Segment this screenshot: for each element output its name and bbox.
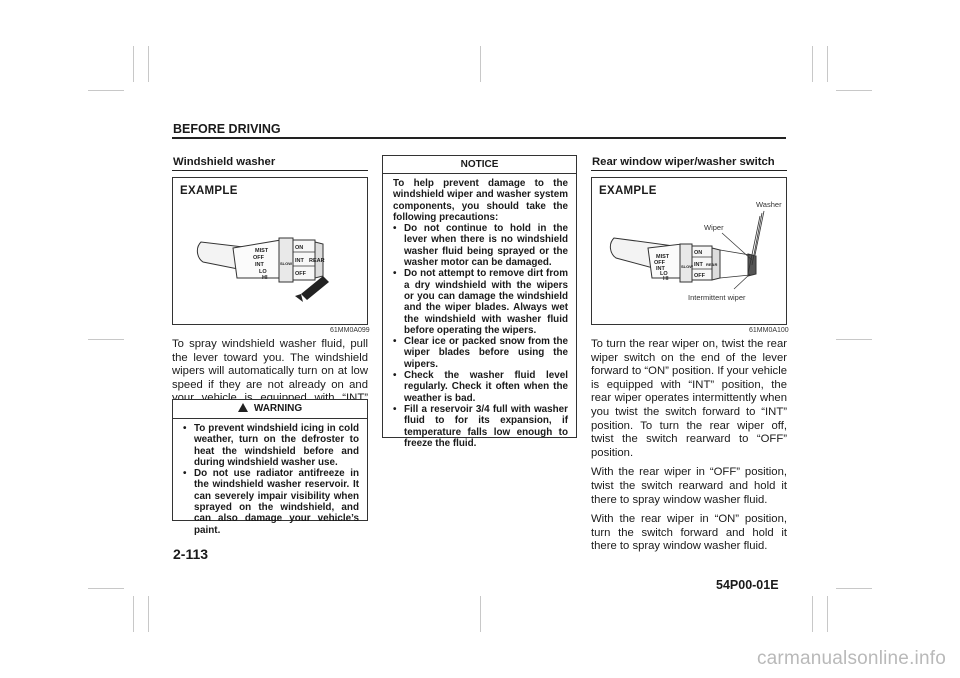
warning-header xyxy=(173,400,367,419)
crop-mark xyxy=(836,588,872,589)
warning-body xyxy=(173,419,367,540)
crop-mark xyxy=(480,46,481,82)
crop-mark xyxy=(836,339,872,340)
windshield-washer-heading: Windshield washer xyxy=(173,156,276,168)
mist-label: MIST xyxy=(255,248,269,254)
lo-label: LO xyxy=(259,269,267,275)
rear-int-label: INT xyxy=(694,262,703,268)
body-text: To spray windshield washer fluid, pull the lever toward you. The windshield wipers will automatically turn on at low speed if they are not already on and xyxy=(172,338,368,391)
off-label: OFF xyxy=(253,255,264,261)
wiper-callout: Wiper xyxy=(704,223,724,232)
hi-label: HI xyxy=(663,276,669,282)
lo-label: LO xyxy=(660,271,668,277)
windshield-washer-figure xyxy=(172,177,368,325)
wiper-lever-illustration xyxy=(173,178,367,324)
list-item: • Clear ice or packed snow from the wiper blades before using the wipers. xyxy=(393,336,568,370)
list-item: • Fill a reservoir 3/4 full with washer fluid to for its expansion, if temperature falls low enough to freeze the fluid. xyxy=(393,403,568,449)
warning-title: WARNING xyxy=(253,403,303,414)
int-label: INT xyxy=(656,266,665,272)
paragraph: With the rear wiper in “OFF” position, twist the switch rearward and hold it there to spray window washer fluid. xyxy=(591,466,787,506)
crop-mark xyxy=(827,46,828,82)
warning-icon xyxy=(238,403,248,412)
crop-mark xyxy=(88,339,124,340)
site-watermark: carmanualsonline.info xyxy=(756,648,946,669)
list-item: • Do not use radiator antifreeze in the windshield washer reservoir. It can severely impair visibility when sprayed on the windshield, and can also damage your vehicle’s paint. xyxy=(183,468,359,536)
crop-mark xyxy=(827,596,828,632)
figure-example-label: EXAMPLE xyxy=(180,185,238,197)
list-item: • Check the washer fluid level regularly. Check it often when the weather is bad. xyxy=(393,370,568,404)
rear-wiper-body xyxy=(591,338,787,554)
rear-label: REAR xyxy=(706,262,718,267)
figure-code: 61MM0A100 xyxy=(749,327,789,334)
crop-mark xyxy=(480,596,481,632)
rear-wiper-heading: Rear window wiper/washer switch xyxy=(592,156,775,168)
crop-mark xyxy=(133,596,134,632)
paragraph: With the rear wiper in “ON” position, turn the switch forward and hold it there to spray window washer fluid. xyxy=(591,513,787,553)
rear-int-label: INT xyxy=(295,258,304,264)
list-item: • To prevent windshield icing in cold weather, turn on the defroster to heat the windshield before and during windshield washer use. xyxy=(183,423,359,468)
warning-box xyxy=(172,399,368,536)
rear-on-label: ON xyxy=(694,250,703,256)
crop-mark xyxy=(148,596,149,632)
crop-mark xyxy=(148,46,149,82)
washer-callout: Washer xyxy=(756,200,782,209)
int-label: INT xyxy=(255,262,264,268)
mist-label: MIST xyxy=(656,254,670,260)
crop-mark xyxy=(88,90,124,91)
hi-label: HI xyxy=(262,275,268,281)
rear-wiper-illustration xyxy=(592,178,786,324)
rear-off-label: OFF xyxy=(694,273,705,279)
section-title: BEFORE DRIVING xyxy=(173,122,281,136)
list-item: • Do not continue to hold in the lever when there is no windshield washer fluid being sprayed or the washer motor can be damaged. xyxy=(393,223,568,269)
rear-label: REAR xyxy=(309,258,325,264)
notice-title: NOTICE xyxy=(383,156,576,174)
header-rule xyxy=(172,137,786,139)
crop-mark xyxy=(812,46,813,82)
figure-code: 61MM0A099 xyxy=(330,327,370,334)
heading-rule xyxy=(172,170,368,171)
notice-intro: To help prevent damage to the windshield wiper and washer system components, you should take the following precautions: xyxy=(393,178,568,223)
rear-wiper-figure xyxy=(591,177,787,325)
crop-mark xyxy=(836,90,872,91)
slow-label: SLOW xyxy=(280,261,292,266)
page-number: 2-113 xyxy=(173,546,209,562)
figure-example-label: EXAMPLE xyxy=(599,185,657,197)
intermittent-wiper-callout: Intermittent wiper xyxy=(688,293,746,302)
rear-on-label: ON xyxy=(295,245,304,251)
off-label: OFF xyxy=(654,260,665,266)
notice-box xyxy=(382,155,577,449)
notice-body xyxy=(383,174,576,453)
paragraph: To turn the rear wiper on, twist the rear wiper switch on the end of the lever forward to “ON” position. If your vehicle is equipped with “INT” position, the rear wiper operates intermittently when you twist the switch forward to “INT” position. To turn the rear wiper off, twist the switch rearward to “OFF” position. xyxy=(591,338,787,459)
list-item: • Do not attempt to remove dirt from a dry windshield with the wipers or you can damage the windshield and the wiper blades. Always wet the windshield with washer fluid before operating the wipers. xyxy=(393,268,568,336)
doc-code: 54P00-01E xyxy=(716,578,779,592)
heading-rule xyxy=(591,170,787,171)
crop-mark xyxy=(88,588,124,589)
crop-mark xyxy=(133,46,134,82)
slow-label: SLOW xyxy=(681,264,693,269)
rear-off-label: OFF xyxy=(295,271,306,277)
crop-mark xyxy=(812,596,813,632)
